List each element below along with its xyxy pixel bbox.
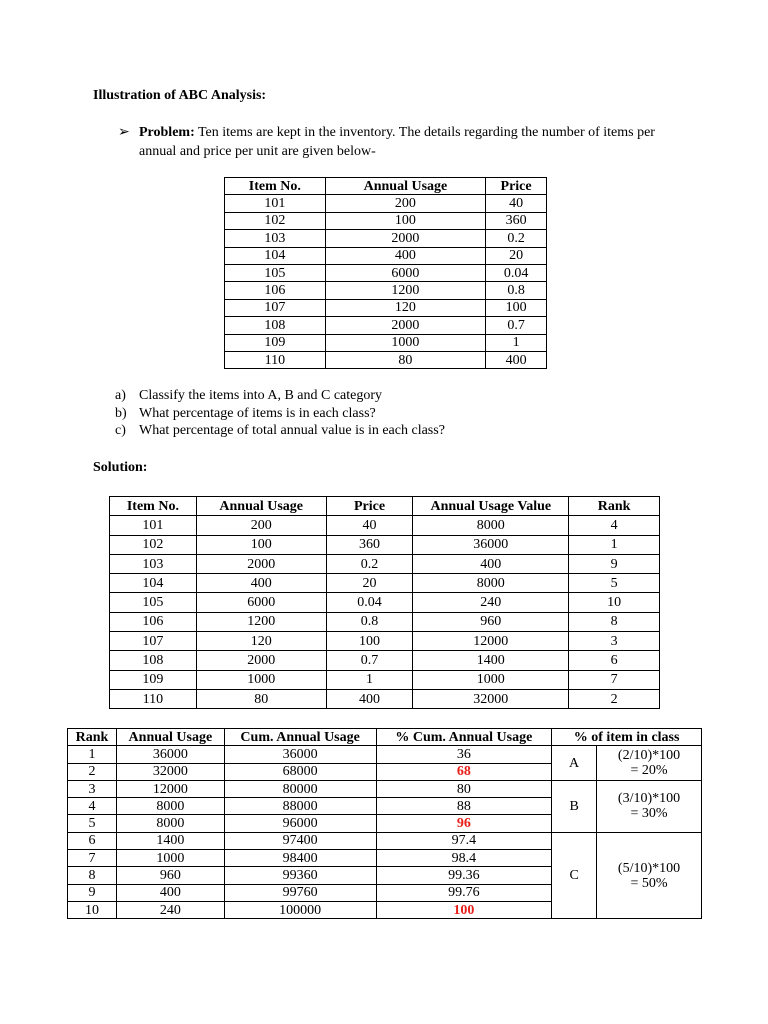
table-cell: 8: [569, 612, 660, 631]
arrow-bullet-icon: ➢: [118, 125, 130, 140]
column-header: Item No.: [225, 178, 326, 195]
list-marker: a): [115, 388, 126, 403]
table-cell: 101: [225, 195, 326, 212]
table-cell: 6: [569, 651, 660, 670]
list-marker: b): [115, 405, 127, 421]
class-name: C: [552, 832, 597, 918]
table-cell: 0.8: [486, 282, 547, 299]
table-row: [110, 612, 660, 631]
table-cell: 0.8: [326, 612, 413, 631]
solution-label: Solution:: [93, 460, 148, 475]
question-text: What percentage of total annual value is in each class?: [139, 423, 445, 438]
table-cell: 103: [110, 554, 197, 573]
table-cell: 12000: [116, 780, 224, 797]
table-cell: 120: [325, 299, 485, 316]
table-cell: 240: [413, 593, 569, 612]
class-percentage: [597, 832, 702, 918]
table-cell: 960: [116, 867, 224, 884]
table-cell: 104: [225, 247, 326, 264]
problem-text: Ten items are kept in the inventory. The details regarding the number of items per annual and price per unit are given below-: [139, 125, 655, 159]
table-cell: 2: [569, 689, 660, 708]
table-cell: 99760: [224, 884, 376, 901]
table-cell: 102: [110, 535, 197, 554]
table-cell: 108: [225, 317, 326, 334]
table-cell: 32000: [116, 763, 224, 780]
table-cell: 5: [68, 815, 117, 832]
table-row: [225, 317, 547, 334]
table-cell: 1000: [196, 670, 326, 689]
inventory-table: [224, 177, 547, 369]
class-boundary-value: 96: [376, 815, 552, 832]
question-text: Classify the items into A, B and C category: [139, 388, 383, 403]
table-cell: 107: [110, 632, 197, 651]
table-cell: 200: [325, 195, 485, 212]
table-row: [110, 632, 660, 651]
column-header: Cum. Annual Usage: [224, 729, 376, 746]
table-cell: 110: [110, 689, 197, 708]
column-header: Price: [326, 497, 413, 516]
table-header-row: [68, 729, 702, 746]
column-header: Rank: [68, 729, 117, 746]
problem-statement: [118, 123, 678, 161]
table-cell: 2: [68, 763, 117, 780]
table-header-row: [225, 178, 547, 195]
table-cell: 400: [486, 351, 547, 368]
table-cell: 1: [569, 535, 660, 554]
column-header: Annual Usage: [116, 729, 224, 746]
table-cell: 98400: [224, 850, 376, 867]
table-cell: 2000: [325, 317, 485, 334]
table-cell: 100: [196, 535, 326, 554]
table-cell: 360: [326, 535, 413, 554]
table-cell: 36000: [224, 746, 376, 763]
table-cell: 97.4: [376, 832, 552, 849]
list-item: [115, 405, 445, 423]
table-cell: 80: [196, 689, 326, 708]
list-marker: c): [115, 423, 126, 438]
table-cell: 1400: [413, 651, 569, 670]
table-cell: 102: [225, 212, 326, 229]
table-cell: 100: [326, 632, 413, 651]
table-row: [110, 689, 660, 708]
class-formula: (5/10)*100: [617, 860, 681, 876]
table-cell: 103: [225, 230, 326, 247]
table-cell: 12000: [413, 632, 569, 651]
table-cell: 20: [326, 574, 413, 593]
table-row: [225, 212, 547, 229]
table-row: [110, 554, 660, 573]
column-header: Annual Usage: [325, 178, 485, 195]
column-header: % Cum. Annual Usage: [376, 729, 552, 746]
problem-label: Problem:: [139, 125, 195, 140]
table-cell: 1000: [413, 670, 569, 689]
class-result: = 50%: [630, 875, 668, 891]
table-cell: 100000: [224, 901, 376, 918]
table-cell: 40: [486, 195, 547, 212]
table-cell: 6000: [325, 264, 485, 281]
table-cell: 4: [68, 798, 117, 815]
table-cell: 100: [325, 212, 485, 229]
table-cell: 100: [486, 299, 547, 316]
table-cell: 108: [110, 651, 197, 670]
class-percentage: [597, 780, 702, 832]
table-cell: 80000: [224, 780, 376, 797]
table-row: [110, 593, 660, 612]
column-header: Price: [486, 178, 547, 195]
column-header: Annual Usage: [196, 497, 326, 516]
table-cell: 6: [68, 832, 117, 849]
table-cell: 99.36: [376, 867, 552, 884]
class-result: = 30%: [630, 806, 668, 822]
list-item: [115, 422, 445, 440]
class-name: B: [552, 780, 597, 832]
table-cell: 8: [68, 867, 117, 884]
table-cell: 1200: [325, 282, 485, 299]
table-cell: 80: [325, 351, 485, 368]
table-cell: 105: [225, 264, 326, 281]
table-cell: 2000: [196, 554, 326, 573]
table-cell: 1: [68, 746, 117, 763]
table-cell: 1000: [116, 850, 224, 867]
table-cell: 99.76: [376, 884, 552, 901]
table-cell: 2000: [325, 230, 485, 247]
table-cell: 2000: [196, 651, 326, 670]
page-heading: Illustration of ABC Analysis:: [93, 88, 267, 103]
class-boundary-value: 100: [376, 901, 552, 918]
table-cell: 40: [326, 516, 413, 535]
table-cell: 200: [196, 516, 326, 535]
table-header-row: [110, 497, 660, 516]
table-cell: 400: [326, 689, 413, 708]
table-cell: 240: [116, 901, 224, 918]
table-cell: 120: [196, 632, 326, 651]
table-row: [225, 282, 547, 299]
table-cell: 98.4: [376, 850, 552, 867]
table-row: [110, 535, 660, 554]
table-cell: 0.7: [486, 317, 547, 334]
table-cell: 107: [225, 299, 326, 316]
table-cell: 360: [486, 212, 547, 229]
table-cell: 8000: [116, 798, 224, 815]
table-row: [225, 230, 547, 247]
column-header: Rank: [569, 497, 660, 516]
table-cell: 400: [413, 554, 569, 573]
class-formula: (3/10)*100: [617, 791, 681, 807]
column-header: Item No.: [110, 497, 197, 516]
table-cell: 400: [325, 247, 485, 264]
table-cell: 400: [116, 884, 224, 901]
table-cell: 0.04: [486, 264, 547, 281]
table-cell: 20: [486, 247, 547, 264]
table-cell: 5: [569, 574, 660, 593]
class-formula: (2/10)*100: [617, 748, 681, 764]
table-cell: 109: [225, 334, 326, 351]
table-cell: 10: [68, 901, 117, 918]
table-row: [225, 247, 547, 264]
column-header: Annual Usage Value: [413, 497, 569, 516]
class-boundary-value: 68: [376, 763, 552, 780]
usage-value-table: [109, 496, 660, 709]
table-cell: 8000: [413, 516, 569, 535]
table-cell: 101: [110, 516, 197, 535]
table-row: [110, 651, 660, 670]
table-cell: 7: [68, 850, 117, 867]
table-cell: 0.2: [326, 554, 413, 573]
table-cell: 0.7: [326, 651, 413, 670]
table-row: [68, 746, 702, 763]
table-row: [110, 574, 660, 593]
table-row: [110, 670, 660, 689]
table-cell: 1400: [116, 832, 224, 849]
table-cell: 97400: [224, 832, 376, 849]
table-cell: 400: [196, 574, 326, 593]
table-cell: 960: [413, 612, 569, 631]
table-cell: 8000: [413, 574, 569, 593]
table-cell: 68000: [224, 763, 376, 780]
table-cell: 9: [569, 554, 660, 573]
table-row: [68, 832, 702, 849]
class-result: = 20%: [630, 763, 668, 779]
table-cell: 1200: [196, 612, 326, 631]
class-percentage: [597, 746, 702, 781]
table-cell: 88: [376, 798, 552, 815]
table-cell: 105: [110, 593, 197, 612]
table-cell: 96000: [224, 815, 376, 832]
table-row: [225, 299, 547, 316]
list-item: [115, 387, 445, 405]
table-cell: 1000: [325, 334, 485, 351]
table-cell: 36000: [116, 746, 224, 763]
table-cell: 88000: [224, 798, 376, 815]
table-cell: 32000: [413, 689, 569, 708]
table-row: [225, 351, 547, 368]
table-cell: 3: [68, 780, 117, 797]
table-cell: 36: [376, 746, 552, 763]
table-cell: 109: [110, 670, 197, 689]
table-row: [225, 334, 547, 351]
table-cell: 10: [569, 593, 660, 612]
table-cell: 9: [68, 884, 117, 901]
table-cell: 36000: [413, 535, 569, 554]
table-cell: 80: [376, 780, 552, 797]
table-cell: 99360: [224, 867, 376, 884]
question-list: [115, 387, 445, 440]
table-cell: 1: [326, 670, 413, 689]
table-row: [110, 516, 660, 535]
class-name: A: [552, 746, 597, 781]
table-cell: 3: [569, 632, 660, 651]
table-cell: 4: [569, 516, 660, 535]
table-cell: 6000: [196, 593, 326, 612]
table-cell: 104: [110, 574, 197, 593]
table-cell: 0.2: [486, 230, 547, 247]
table-cell: 8000: [116, 815, 224, 832]
table-cell: 110: [225, 351, 326, 368]
question-text: What percentage of items is in each class?: [139, 405, 376, 421]
table-row: [225, 264, 547, 281]
table-cell: 0.04: [326, 593, 413, 612]
column-header: % of item in class: [552, 729, 702, 746]
table-cell: 106: [110, 612, 197, 631]
table-cell: 1: [486, 334, 547, 351]
table-cell: 106: [225, 282, 326, 299]
table-row: [68, 780, 702, 797]
abc-classification-table: [67, 728, 702, 919]
table-row: [225, 195, 547, 212]
table-cell: 7: [569, 670, 660, 689]
